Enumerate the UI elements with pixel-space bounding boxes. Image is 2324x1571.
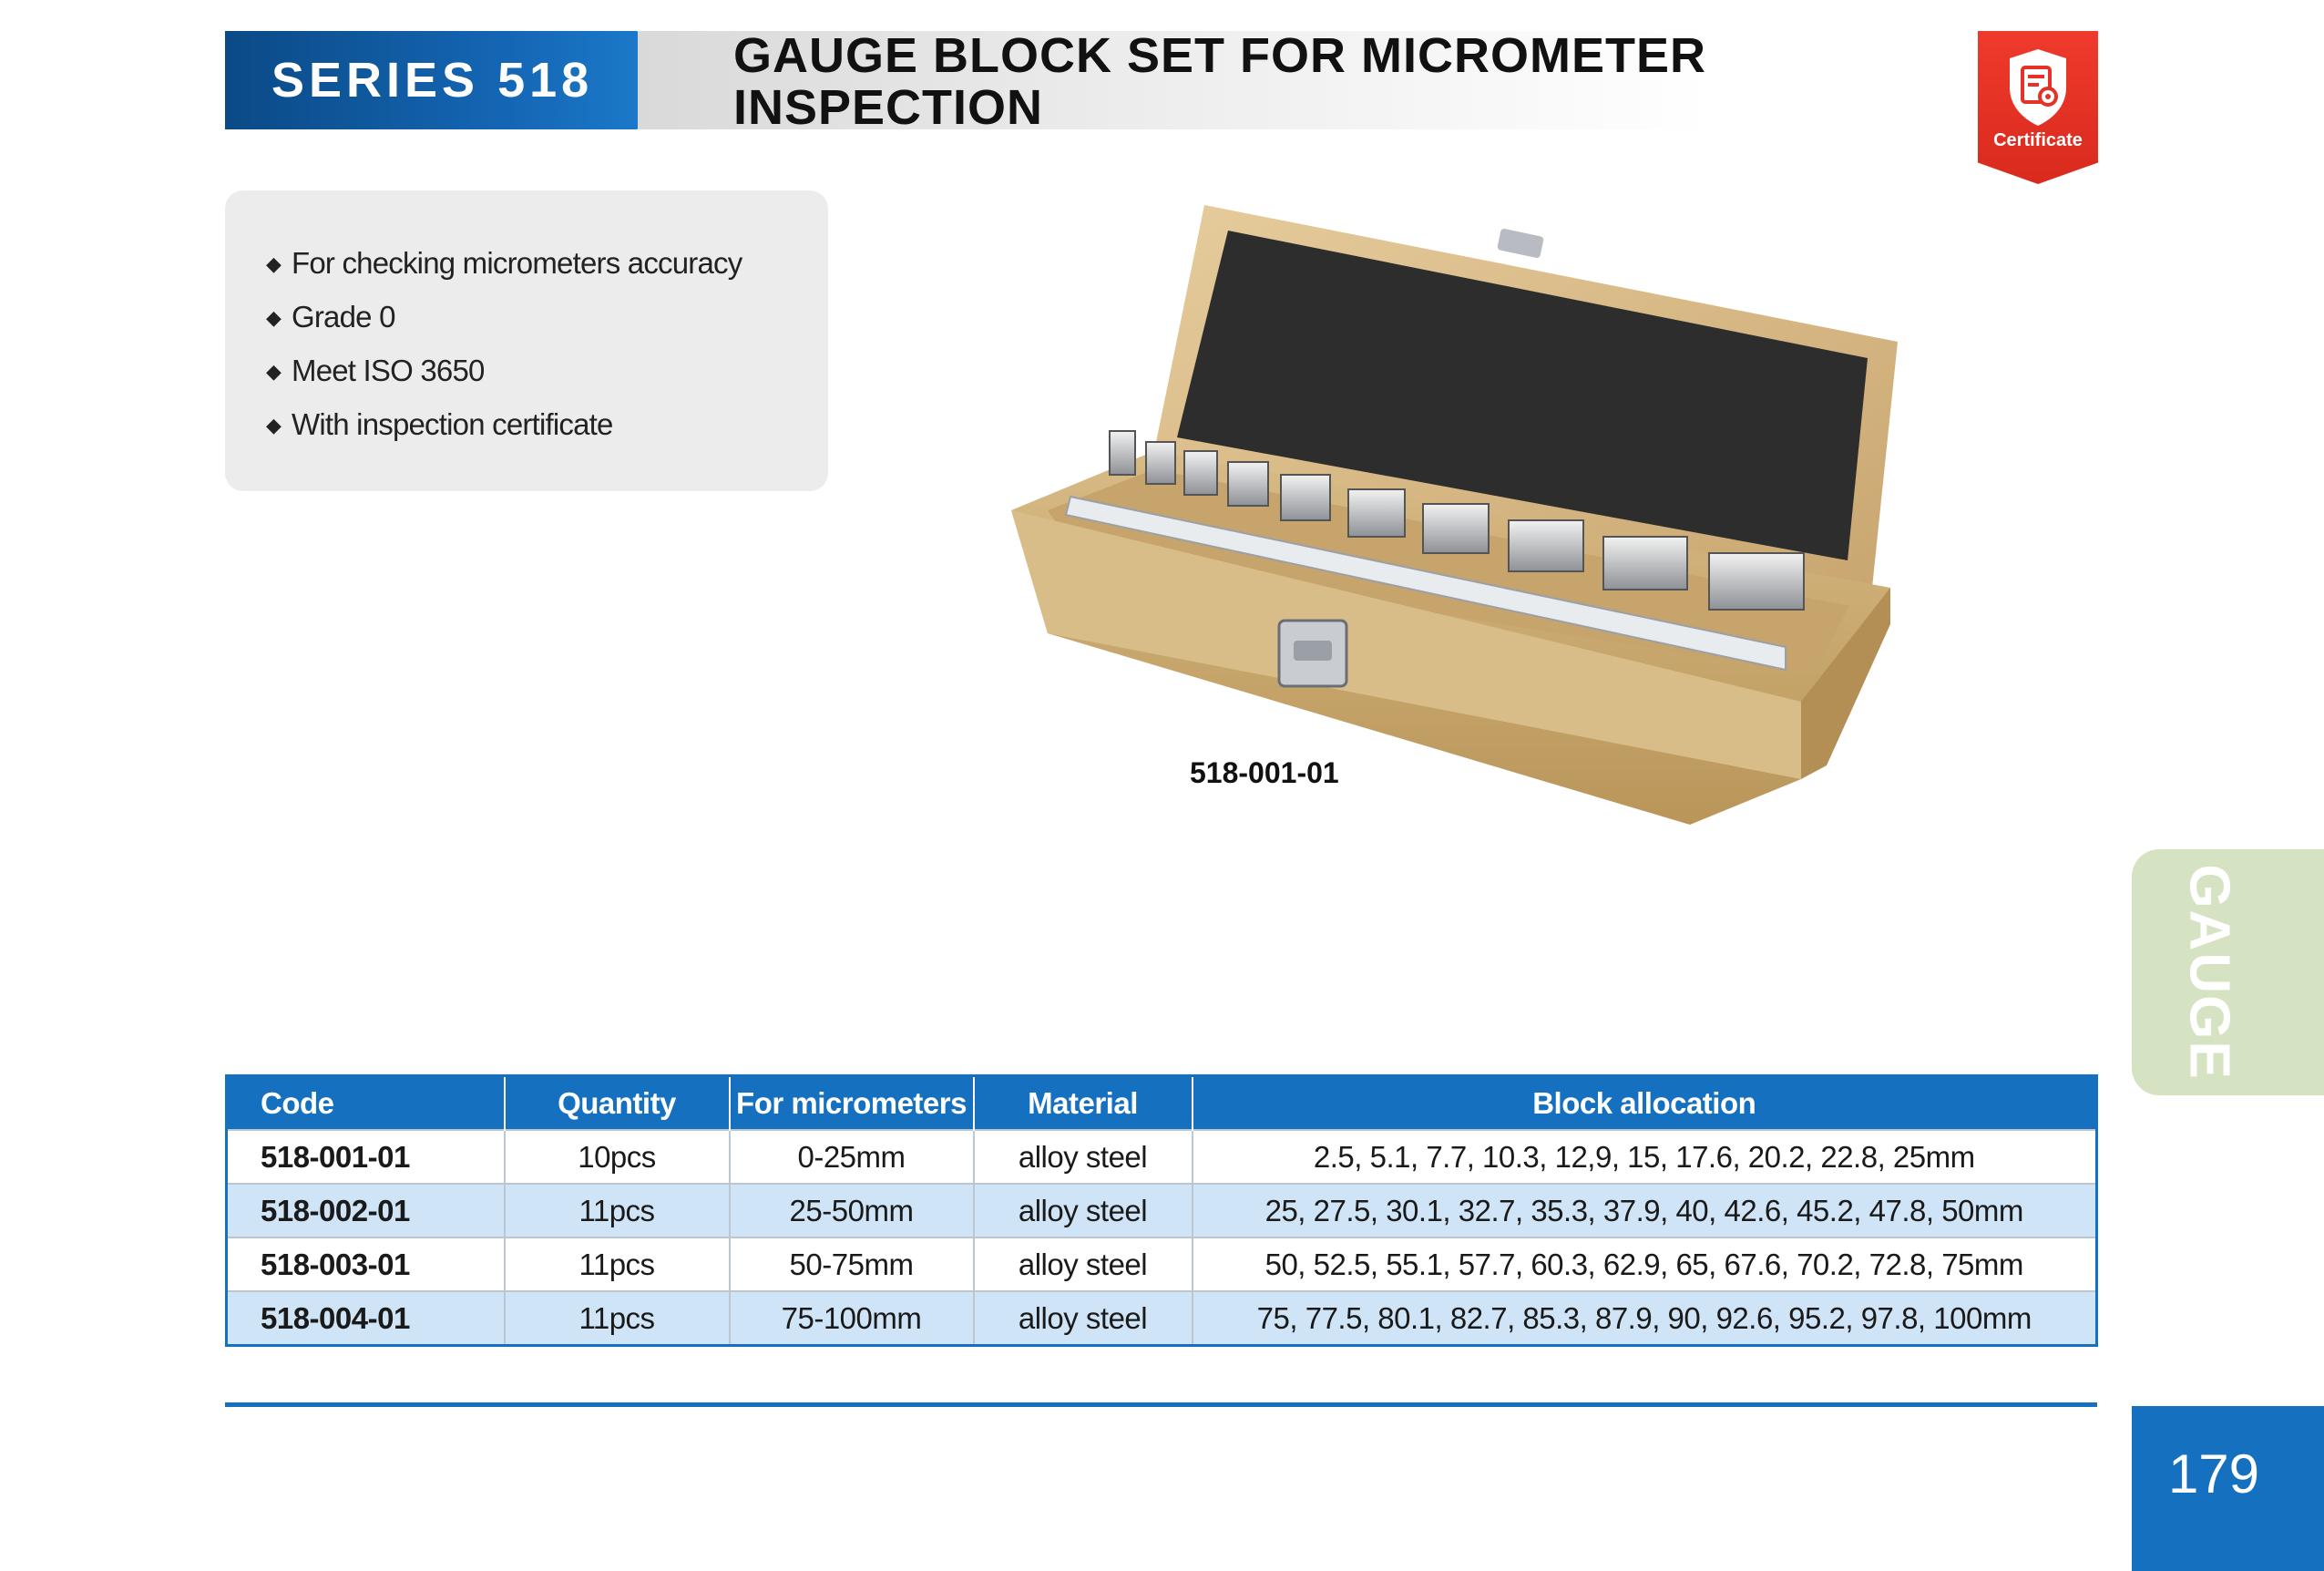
cell-code: 518-001-01 <box>227 1130 505 1184</box>
cell-block-allocation: 75, 77.5, 80.1, 82.7, 85.3, 87.9, 90, 92.6, 95.2, 97.8, 100mm <box>1193 1291 2097 1346</box>
page-title-line2: INSPECTION <box>733 80 1044 135</box>
certificate-label: Certificate <box>1993 130 2083 150</box>
cell-quantity: 10pcs <box>505 1130 730 1184</box>
cell-material: alloy steel <box>974 1237 1193 1291</box>
table-header-row <box>227 1076 2097 1131</box>
table-row <box>227 1237 2097 1291</box>
column-header-for-micrometers: For micrometers <box>730 1076 974 1131</box>
column-header-code: Code <box>227 1076 505 1131</box>
feature-item: ◆ Grade 0 <box>266 299 742 353</box>
table-row <box>227 1184 2097 1237</box>
cell-range: 0-25mm <box>730 1130 974 1184</box>
cell-material: alloy steel <box>974 1184 1193 1237</box>
series-label: SERIES 518 <box>271 53 594 108</box>
page-title-line1: GAUGE BLOCK SET FOR MICROMETER <box>733 28 1706 83</box>
certificate-shield-icon <box>2004 46 2072 129</box>
column-header-block-allocation: Block allocation <box>1193 1076 2097 1131</box>
feature-item: ◆ For checking micrometers accuracy <box>266 245 742 299</box>
cell-block-allocation: 2.5, 5.1, 7.7, 10.3, 12,9, 15, 17.6, 20.2, 22.8, 25mm <box>1193 1130 2097 1184</box>
feature-item: ◆ Meet ISO 3650 <box>266 353 742 406</box>
column-header-quantity: Quantity <box>505 1076 730 1131</box>
cell-material: alloy steel <box>974 1291 1193 1346</box>
cell-range: 25-50mm <box>730 1184 974 1237</box>
cell-quantity: 11pcs <box>505 1291 730 1346</box>
cell-block-allocation: 50, 52.5, 55.1, 57.7, 60.3, 62.9, 65, 67.6, 70.2, 72.8, 75mm <box>1193 1237 2097 1291</box>
cell-code: 518-002-01 <box>227 1184 505 1237</box>
feature-item: ◆ With inspection certificate <box>266 406 742 460</box>
cell-quantity: 11pcs <box>505 1184 730 1237</box>
features-list <box>266 245 742 460</box>
table-row <box>227 1130 2097 1184</box>
cell-code: 518-004-01 <box>227 1291 505 1346</box>
features-box <box>225 190 828 491</box>
cell-material: alloy steel <box>974 1130 1193 1184</box>
column-header-material: Material <box>974 1076 1193 1131</box>
diamond-bullet-icon: ◆ <box>266 414 282 436</box>
cell-quantity: 11pcs <box>505 1237 730 1291</box>
cell-range: 50-75mm <box>730 1237 974 1291</box>
product-photo <box>993 196 1913 834</box>
cell-range: 75-100mm <box>730 1291 974 1346</box>
cell-block-allocation: 25, 27.5, 30.1, 32.7, 35.3, 37.9, 40, 42.6, 45.2, 47.8, 50mm <box>1193 1184 2097 1237</box>
spec-table <box>225 1074 2098 1347</box>
cell-code: 518-003-01 <box>227 1237 505 1291</box>
table-row <box>227 1291 2097 1346</box>
diamond-bullet-icon: ◆ <box>266 306 282 329</box>
footer-divider <box>225 1402 2097 1407</box>
diamond-bullet-icon: ◆ <box>266 252 282 275</box>
diamond-bullet-icon: ◆ <box>266 360 282 383</box>
page-number: 179 <box>2167 1443 2260 1504</box>
product-caption: 518-001-01 <box>1190 756 1339 789</box>
